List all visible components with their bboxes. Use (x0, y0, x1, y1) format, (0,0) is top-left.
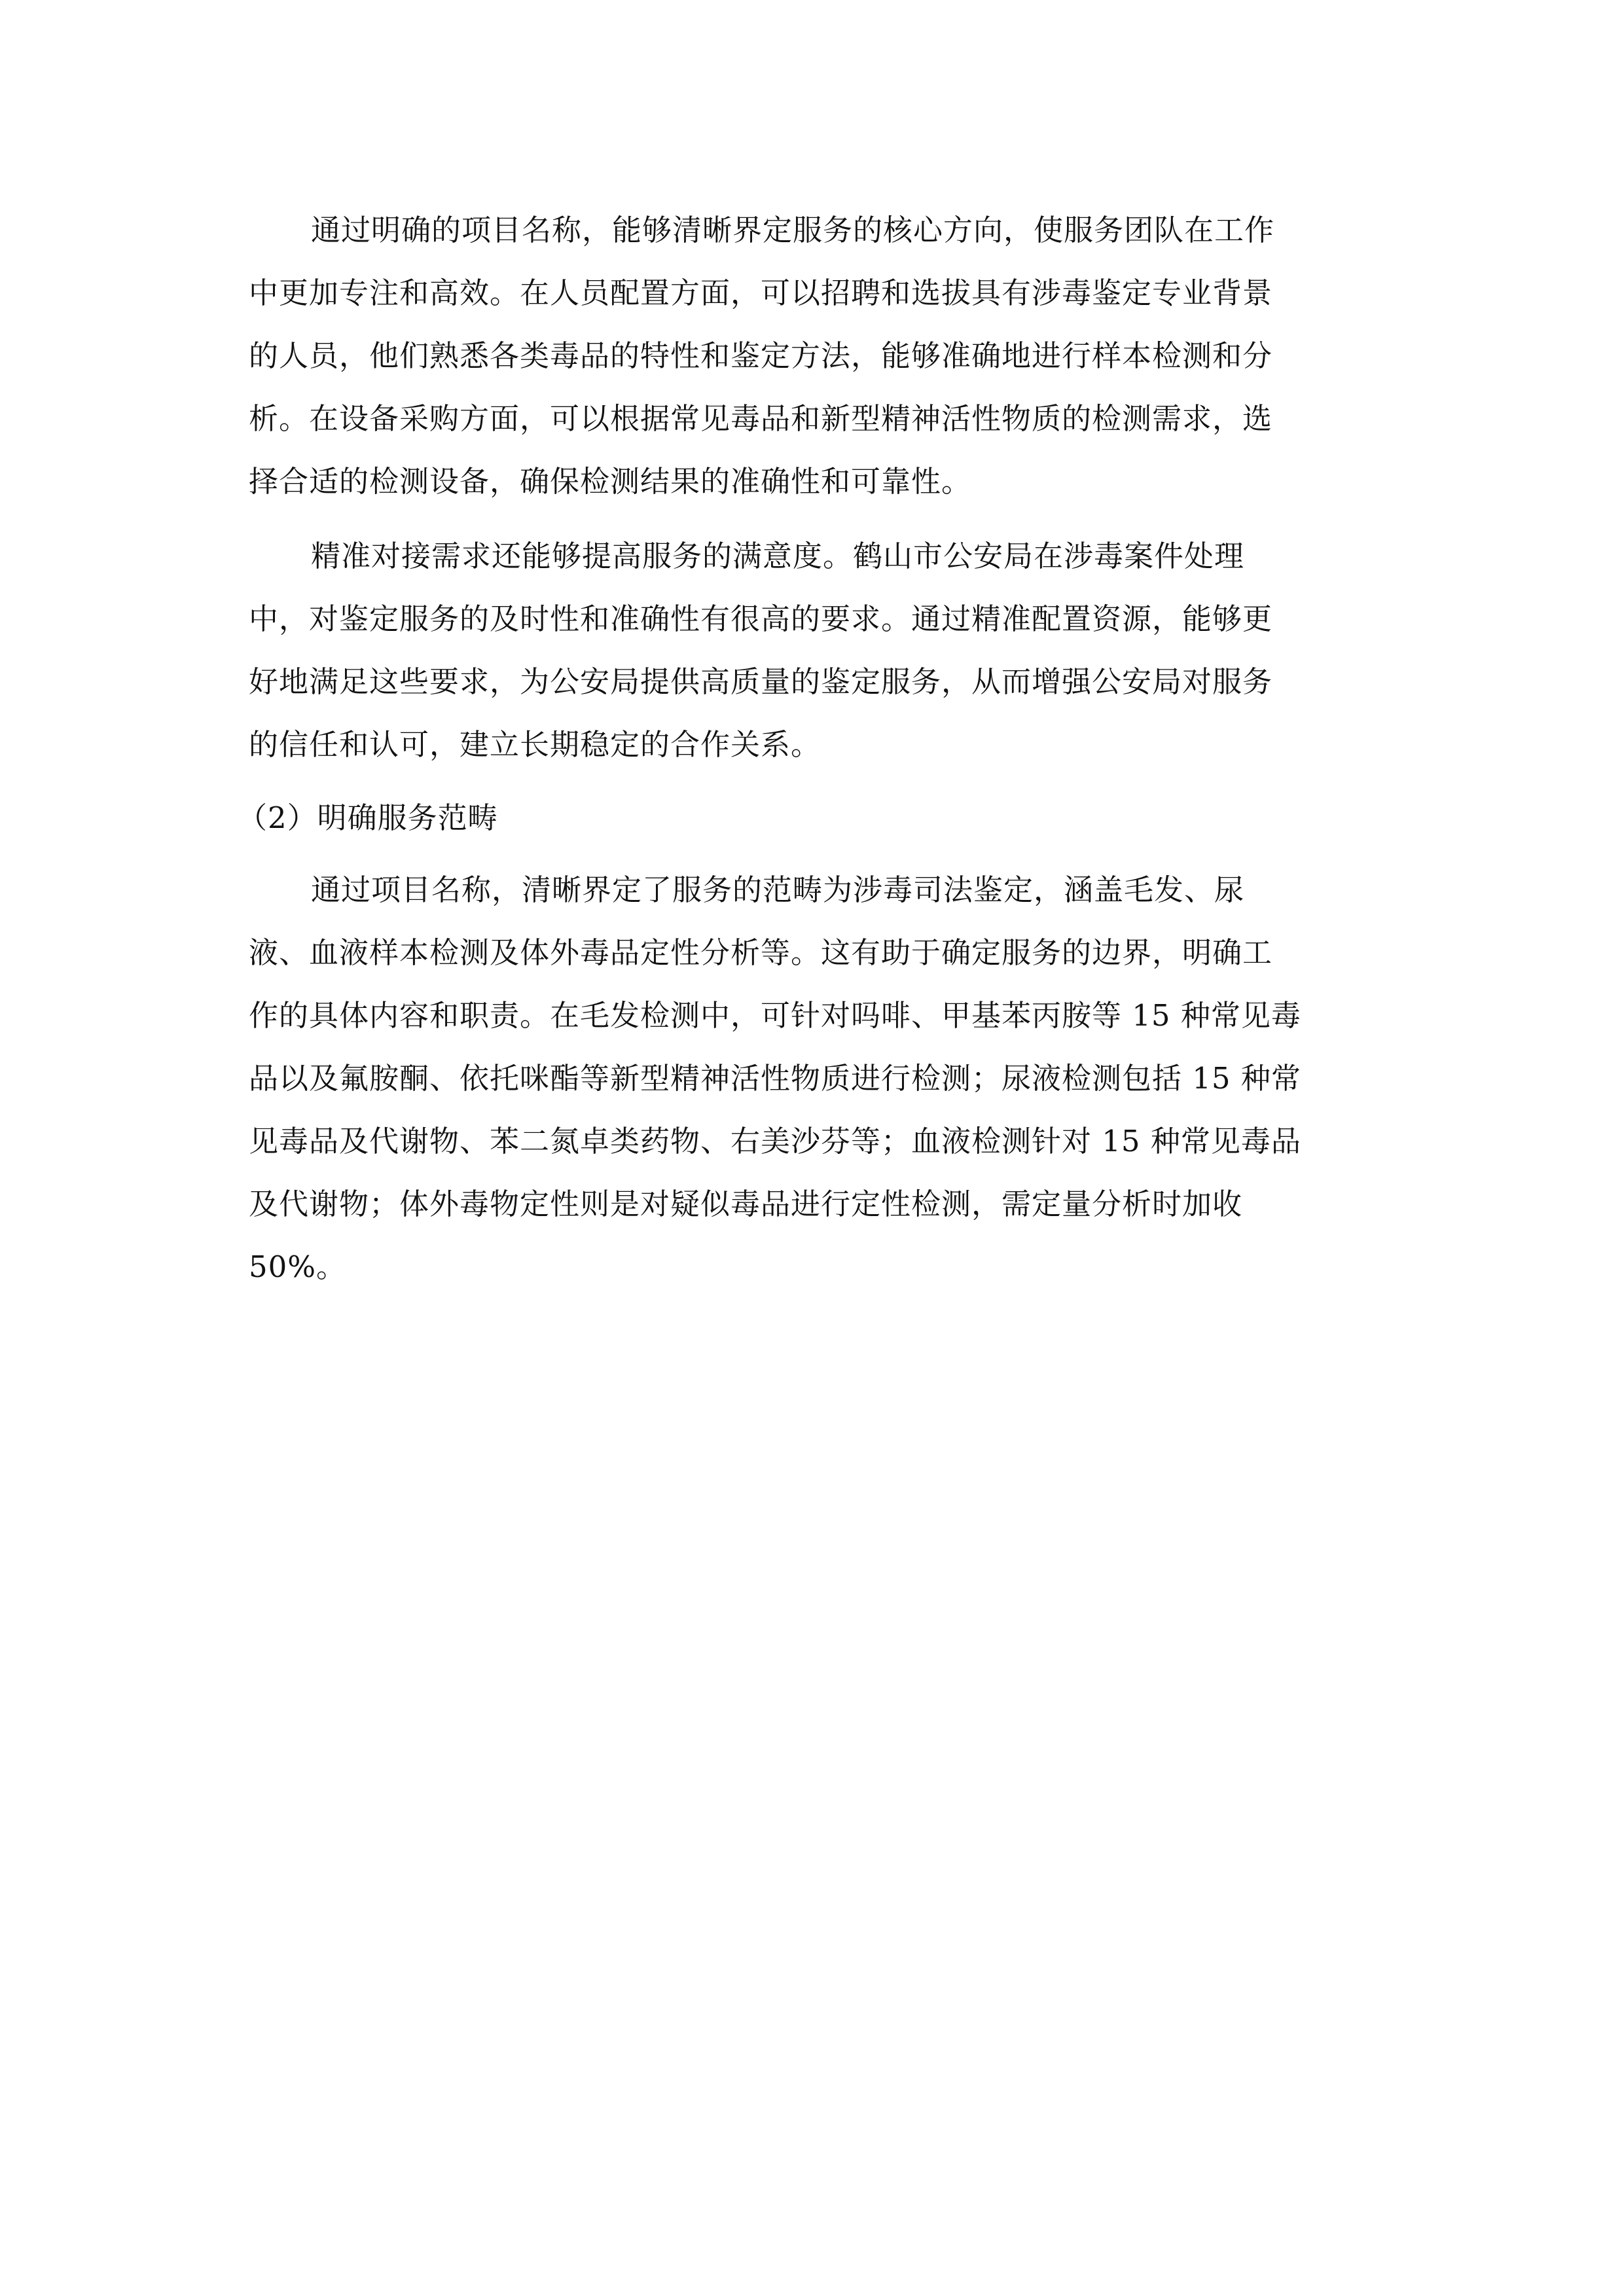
paragraph-1-line-5: 择合适的检测设备，确保检测结果的准确性和可靠性。 (249, 464, 972, 499)
paragraph-3-line-2: 液、血液样本检测及体外毒品定性分析等。这有助于确定服务的边界，明确工 (249, 935, 1273, 970)
section-heading: （2）明确服务范畴 (238, 800, 498, 835)
paragraph-2-line-2: 中，对鉴定服务的及时性和准确性有很高的要求。通过精准配置资源，能够更 (249, 601, 1273, 636)
paragraph-1-line-4: 析。在设备采购方面，可以根据常见毒品和新型精神活性物质的检测需求，选 (249, 401, 1273, 436)
paragraph-2-line-1: 精准对接需求还能够提高服务的满意度。鹤山市公安局在涉毒案件处理 (311, 539, 1245, 573)
paragraph-3-line-4: 品以及氟胺酮、依托咪酯等新型精神活性物质进行检测；尿液检测包括 15 种常 (249, 1061, 1301, 1096)
paragraph-1-line-3: 的人员，他们熟悉各类毒品的特性和鉴定方法，能够准确地进行样本检测和分 (249, 338, 1273, 373)
paragraph-3-line-3: 作的具体内容和职责。在毛发检测中，可针对吗啡、甲基苯丙胺等 15 种常见毒 (249, 998, 1301, 1033)
paragraph-2-line-3: 好地满足这些要求，为公安局提供高质量的鉴定服务，从而增强公安局对服务 (249, 664, 1273, 699)
paragraph-3-line-6: 及代谢物；体外毒物定性则是对疑似毒品进行定性检测，需定量分析时加收 (249, 1187, 1243, 1221)
paragraph-3-line-7: 50%。 (249, 1249, 347, 1284)
paragraph-3-line-5: 见毒品及代谢物、苯二氮卓类药物、右美沙芬等；血液检测针对 15 种常见毒品 (249, 1124, 1301, 1158)
paragraph-1-line-1: 通过明确的项目名称，能够清晰界定服务的核心方向，使服务团队在工作 (311, 213, 1275, 247)
paragraph-3-line-1: 通过项目名称，清晰界定了服务的范畴为涉毒司法鉴定，涵盖毛发、尿 (311, 872, 1245, 907)
paragraph-2-line-4: 的信任和认可，建立长期稳定的合作关系。 (249, 727, 821, 762)
paragraph-1-line-2: 中更加专注和高效。在人员配置方面，可以招聘和选拔具有涉毒鉴定专业背景 (249, 276, 1273, 310)
